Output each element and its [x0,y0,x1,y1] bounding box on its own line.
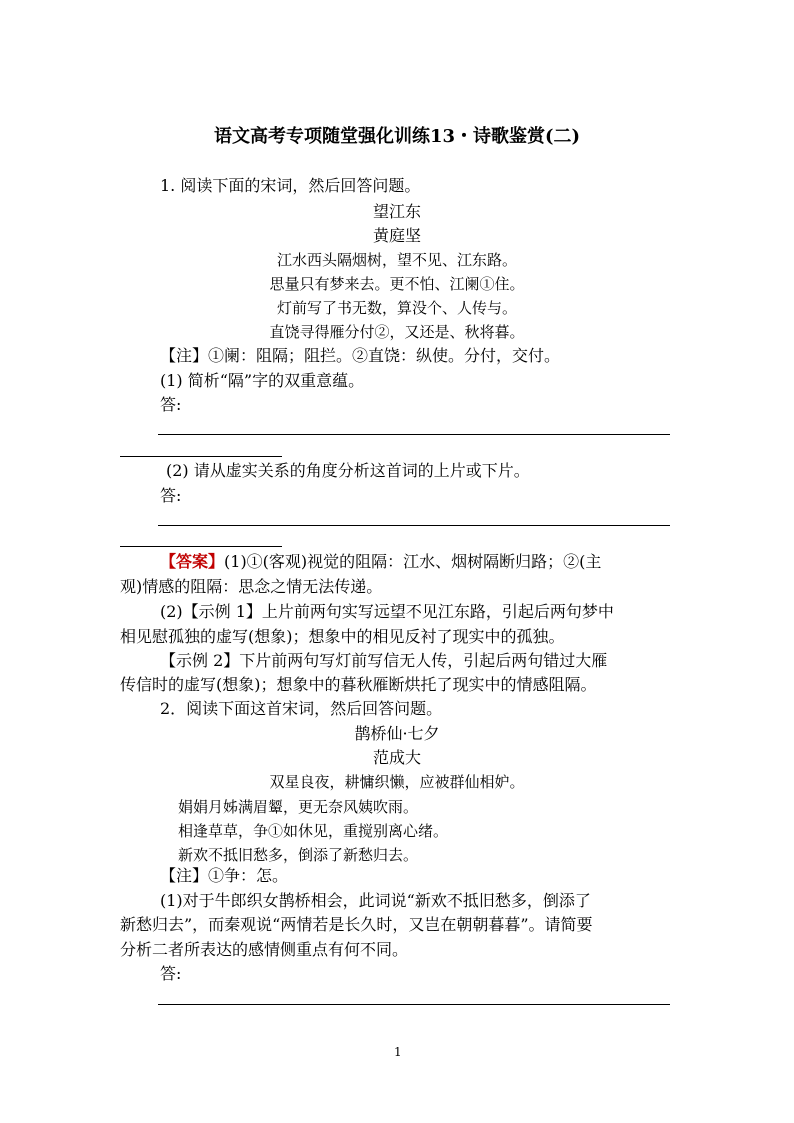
q2-note: 【注】①争：怎。 [160,866,289,885]
q1-poem-line: 灯前写了书无数，算没个、人传与。 [276,299,517,317]
answer-label: 答: [160,486,182,505]
answer-text: 观)情感的阻隔：思念之情无法传递。 [120,577,383,596]
q1-poem-line: 思量只有梦来去。更不怕、江阑①住。 [269,275,525,293]
q1-sub1: (1) 简析“隔”字的双重意蕴。 [160,371,365,390]
q1-note: 【注】①阑：阻隔；阻拦。②直饶：纵使。分付，交付。 [160,346,561,365]
q1-poem-line: 直饶寻得雁分付②，又还是、秋将暮。 [269,323,525,341]
answer-label-tag: 【答案】 [160,552,225,571]
q2-sub1: 分析二者所表达的感情侧重点有何不同。 [120,940,409,959]
q1-poem-author: 黄庭坚 [372,226,421,245]
answer-label: 答: [160,395,182,414]
q1-sub2: (2) 请从虚实关系的角度分析这首词的上片或下片。 [166,461,530,480]
answer-text: (1)①(客观)视觉的阻隔：江水、烟树隔断归路；②(主 [224,552,602,571]
q2-poem-author: 范成大 [372,748,421,767]
q1-poem-title: 望江东 [372,202,421,221]
divider [120,456,282,457]
answer-text: 传信时的虚写(想象)；想象中的暮秋雁断烘托了现实中的情感阻隔。 [120,675,597,694]
q2-sub1: (1)对于牛郎织女鹊桥相会，此词说“新欢不抵旧愁多，倒添了 [160,891,591,910]
answer-text: 【示例 2】下片前两句写灯前写信无人传，引起后两句错过大雁 [160,651,608,670]
answer-line[interactable] [158,1004,670,1005]
q1-intro: 1. 阅读下面的宋词，然后回答问题。 [160,176,421,195]
q2-poem-line: 新欢不抵旧愁多，倒添了新愁归去。 [178,846,419,864]
page-title: 语文高考专项随堂强化训练13・诗歌鉴赏(二) [213,126,581,147]
q2-poem-line: 娟娟月姊满眉颦，更无奈风姨吹雨。 [178,798,419,816]
page-number: 1 [394,1045,402,1059]
divider [120,546,282,547]
answer-label: 答: [160,964,182,983]
answer-text: (2)【示例 1】上片前两句实写远望不见江东路，引起后两句梦中 [160,602,614,621]
q2-intro: 2．阅读下面这首宋词，然后回答问题。 [160,699,443,718]
q2-poem-line: 双星良夜，耕慵织懒，应被群仙相妒。 [269,773,525,791]
answer-text: 相见慰孤独的虚写(想象)；想象中的相见反衬了现实中的孤独。 [120,627,565,646]
q2-sub1: 新愁归去”，而秦观说“两情若是长久时，又岂在朝朝暮暮”。请简要 [120,915,593,934]
answer-line[interactable] [158,434,670,435]
answer-line[interactable] [158,525,670,526]
answer-line-1 [160,552,601,572]
q2-poem-title: 鹊桥仙·七夕 [354,724,440,743]
q1-poem-line: 江水西头隔烟树，望不见、江东路。 [276,251,517,269]
q2-poem-line: 相逢草草，争①如休见，重搅别离心绪。 [178,822,449,840]
